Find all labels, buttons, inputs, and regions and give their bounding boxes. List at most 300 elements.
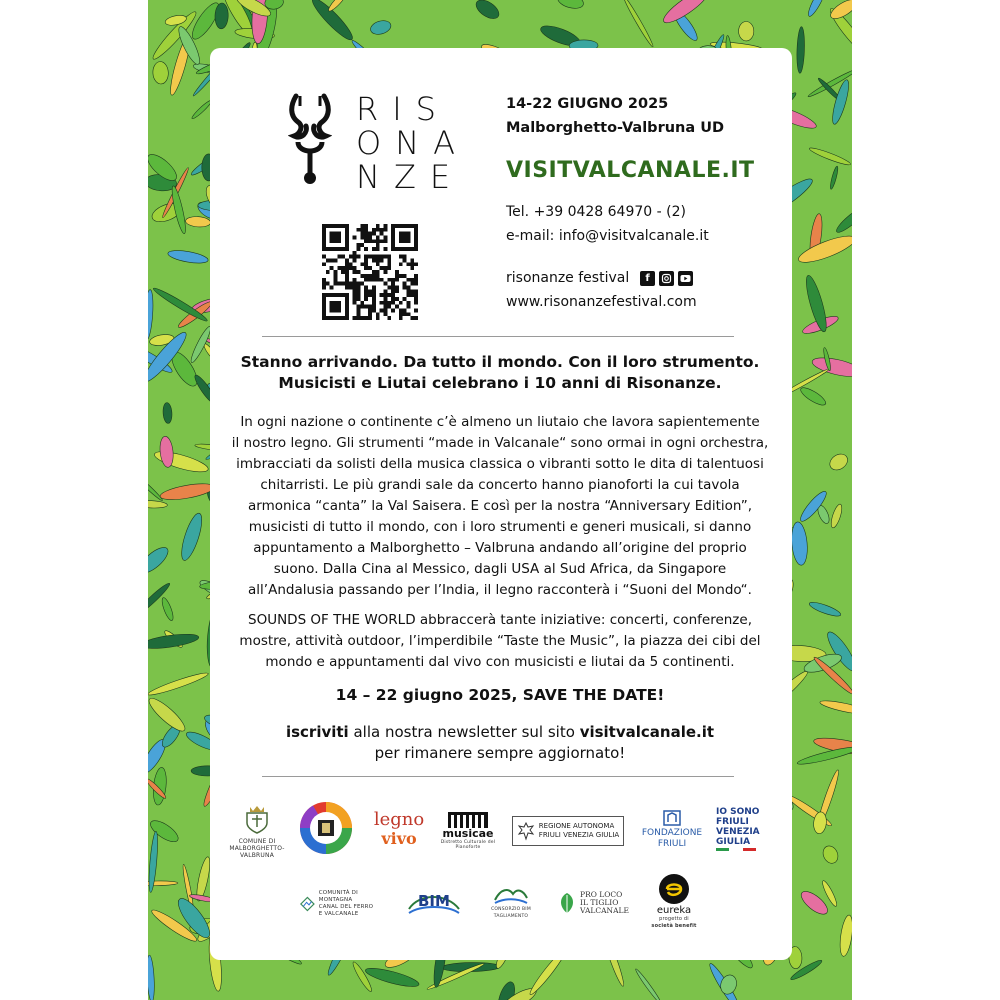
qr-module: [391, 285, 395, 289]
qr-module: [372, 232, 376, 236]
qr-module: [334, 232, 338, 236]
qr-module: [364, 232, 368, 236]
qr-module: [345, 278, 349, 282]
qr-module: [337, 282, 341, 286]
festival-website-link[interactable]: www.risonanzefestival.com: [506, 294, 697, 310]
qr-module: [383, 289, 387, 293]
qr-module: [380, 228, 384, 232]
qr-module: [334, 316, 338, 320]
qr-module: [372, 259, 376, 263]
regione-line-1: REGIONE AUTONOMA: [538, 822, 615, 830]
qr-module: [364, 239, 368, 243]
qr-module: [322, 285, 326, 289]
qr-module: [380, 308, 384, 312]
qr-module: [337, 316, 341, 320]
facebook-icon[interactable]: f: [640, 271, 655, 286]
qr-module: [368, 266, 372, 270]
qr-module: [337, 236, 341, 240]
qr-module: [372, 297, 376, 301]
qr-module: [368, 232, 372, 236]
qr-module: [345, 243, 349, 247]
qr-module: [395, 297, 399, 301]
musicae-label: musicae: [442, 827, 494, 840]
qr-module: [380, 232, 384, 236]
qr-module: [391, 239, 395, 243]
qr-module: [360, 316, 364, 320]
divider-top: [262, 336, 734, 337]
qr-module: [406, 312, 410, 316]
qr-module: [334, 278, 338, 282]
qr-module: [376, 270, 380, 274]
qr-module: [395, 305, 399, 309]
qr-module: [322, 243, 326, 247]
sponsor-eureka: [646, 870, 702, 932]
sponsor-regione-fvg: [512, 816, 624, 846]
qr-module: [383, 282, 387, 286]
iosono-line-4: GIULIA: [716, 837, 751, 847]
visitvalcanale-link[interactable]: VISITVALCANALE.IT: [506, 158, 755, 183]
qr-module: [345, 285, 349, 289]
qr-module: [345, 312, 349, 316]
qr-module: [349, 262, 353, 266]
bim-label: BIM: [418, 892, 450, 910]
qr-module: [368, 316, 372, 320]
body-line: musicisti di tutto il mondo, con i loro strumenti e generi musicali, si danno: [248, 519, 752, 535]
qr-module: [357, 243, 361, 247]
comunita-line-2: CANAL DEL FERRO: [318, 904, 374, 910]
qr-module: [414, 236, 418, 240]
qr-code[interactable]: [322, 224, 418, 320]
qr-module: [368, 289, 372, 293]
qr-module: [345, 301, 349, 305]
qr-module: [349, 266, 353, 270]
qr-module: [364, 316, 368, 320]
qr-module: [395, 224, 399, 228]
qr-module: [364, 289, 368, 293]
instagram-icon[interactable]: [659, 271, 674, 286]
qr-module: [403, 232, 407, 236]
qr-module: [330, 239, 334, 243]
qr-module: [353, 278, 357, 282]
qr-module: [383, 305, 387, 309]
qr-module: [383, 228, 387, 232]
body-line: suono. Dalla Cina al Messico, dagli USA al Sud Africa, da Singapore: [273, 561, 727, 577]
qr-module: [399, 316, 403, 320]
qr-module: [383, 293, 387, 297]
qr-module: [334, 259, 338, 263]
iosono-line-2: FRIULI: [716, 817, 749, 827]
qr-module: [368, 308, 372, 312]
qr-module: [395, 270, 399, 274]
qr-module: [376, 278, 380, 282]
comunita-line-1: COMUNITÀ DI MONTAGNA: [318, 890, 358, 903]
qr-module: [383, 239, 387, 243]
qr-module: [337, 255, 341, 259]
body-paragraph-1: [230, 412, 770, 601]
qr-module: [414, 297, 418, 301]
phone-number: Tel. +39 0428 64970 - (2): [506, 204, 686, 220]
vivo-word: vivo: [381, 829, 417, 848]
qr-module: [414, 278, 418, 282]
youtube-icon[interactable]: [678, 271, 693, 286]
qr-module: [364, 255, 368, 259]
qr-module: [345, 293, 349, 297]
fondazione-line-1: FONDAZIONE: [641, 828, 703, 838]
qr-module: [399, 301, 403, 305]
social-icons: [640, 271, 693, 286]
qr-module: [376, 243, 380, 247]
qr-module: [360, 274, 364, 278]
divider-bottom: [262, 776, 734, 777]
qr-module: [387, 316, 391, 320]
qr-module: [406, 301, 410, 305]
qr-module: [414, 228, 418, 232]
qr-module: [391, 282, 395, 286]
qr-module: [391, 289, 395, 293]
qr-module: [387, 293, 391, 297]
qr-module: [364, 285, 368, 289]
qr-module: [364, 305, 368, 309]
sponsor-musicae: [440, 808, 496, 854]
qr-module: [353, 297, 357, 301]
qr-module: [376, 255, 380, 259]
qr-module: [353, 293, 357, 297]
qr-module: [403, 297, 407, 301]
qr-module: [322, 297, 326, 301]
qr-module: [368, 236, 372, 240]
qr-module: [376, 312, 380, 316]
qr-module: [376, 259, 380, 263]
qr-module: [410, 293, 414, 297]
risonanze-logo-mark: [288, 92, 332, 188]
qr-module: [368, 239, 372, 243]
qr-module: [368, 312, 372, 316]
newsletter-callout: [230, 722, 770, 764]
iosono-line-1: IO SONO: [716, 807, 760, 817]
qr-module: [387, 259, 391, 263]
body-line: all’Andalusia passando per l’India, il legno racconterà i “Suoni del Mondo“.: [248, 582, 752, 598]
qr-module: [330, 224, 334, 228]
qr-module: [345, 239, 349, 243]
qr-module: [414, 232, 418, 236]
tiglio-leaf-icon: [557, 891, 577, 915]
qr-module: [380, 259, 384, 263]
qr-module: [357, 247, 361, 251]
sponsor-comunita-montagna: [300, 886, 380, 922]
qr-module: [406, 278, 410, 282]
qr-module: [399, 236, 403, 240]
newsletter-line-2: per rimanere sempre aggiornato!: [374, 744, 626, 762]
qr-module: [364, 236, 368, 240]
qr-module: [357, 289, 361, 293]
qr-module: [391, 297, 395, 301]
qr-module: [399, 239, 403, 243]
qr-module: [383, 308, 387, 312]
qr-module: [330, 301, 334, 305]
qr-module: [345, 274, 349, 278]
qr-module: [372, 301, 376, 305]
qr-module: [360, 243, 364, 247]
qr-module: [334, 305, 338, 309]
qr-module: [410, 289, 414, 293]
qr-module: [353, 282, 357, 286]
qr-module: [380, 293, 384, 297]
qr-module: [322, 305, 326, 309]
qr-module: [322, 282, 326, 286]
qr-module: [387, 305, 391, 309]
qr-module: [410, 259, 414, 263]
qr-module: [403, 239, 407, 243]
qr-module: [406, 305, 410, 309]
qr-module: [372, 308, 376, 312]
qr-module: [357, 285, 361, 289]
qr-module: [345, 297, 349, 301]
legno-word: legno: [373, 809, 425, 830]
qr-module: [414, 308, 418, 312]
qr-module: [372, 305, 376, 309]
email-address[interactable]: e-mail: info@visitvalcanale.it: [506, 228, 709, 244]
qr-module: [399, 262, 403, 266]
qr-module: [322, 239, 326, 243]
qr-module: [410, 266, 414, 270]
eagle-icon: [517, 821, 535, 841]
sponsor-fondazione-friuli: [640, 806, 704, 854]
qr-module: [414, 316, 418, 320]
qr-module: [322, 312, 326, 316]
qr-module: [399, 312, 403, 316]
qr-module: [414, 224, 418, 228]
qr-module: [357, 293, 361, 297]
sponsor-io-sono-fvg: [716, 804, 776, 854]
qr-module: [353, 301, 357, 305]
qr-module: [322, 301, 326, 305]
body-line: il nostro legno. Gli strumenti “made in Valcanale“ sono ormai in ogni orchestra,: [231, 435, 769, 451]
qr-module: [406, 224, 410, 228]
qr-module: [353, 285, 357, 289]
qr-module: [345, 236, 349, 240]
body-line: In ogni nazione o continente c’è almeno un liutaio che lavora sapientemente: [240, 414, 760, 430]
qr-module: [387, 262, 391, 266]
newsletter-line-1: [230, 722, 770, 743]
qr-module: [403, 236, 407, 240]
logo-text-row-3: NZE: [356, 158, 465, 196]
iosono-line-3: VENEZIA: [716, 827, 760, 837]
qr-module: [326, 247, 330, 251]
qr-module: [322, 278, 326, 282]
event-location: Malborghetto-Valbruna UD: [506, 120, 725, 136]
qr-module: [353, 255, 357, 259]
qr-module: [364, 278, 368, 282]
qr-module: [334, 301, 338, 305]
qr-module: [399, 255, 403, 259]
qr-module: [364, 228, 368, 232]
qr-module: [399, 224, 403, 228]
qr-module: [383, 266, 387, 270]
qr-module: [345, 262, 349, 266]
qr-module: [372, 278, 376, 282]
qr-module: [410, 282, 414, 286]
regione-line-2: FRIULI VENEZIA GIULIA: [538, 831, 620, 839]
qr-module: [372, 247, 376, 251]
qr-module: [345, 270, 349, 274]
sponsor-consorzio-bim: [480, 884, 542, 920]
newsletter-site-link[interactable]: visitvalcanale.it: [579, 723, 715, 741]
qr-module: [360, 232, 364, 236]
qr-module: [337, 239, 341, 243]
qr-module: [334, 247, 338, 251]
qr-module: [414, 293, 418, 297]
qr-module: [414, 282, 418, 286]
qr-module: [410, 224, 414, 228]
fondazione-emblem-icon: [663, 810, 681, 826]
qr-module: [357, 228, 361, 232]
qr-module: [395, 289, 399, 293]
qr-module: [322, 228, 326, 232]
qr-module: [376, 274, 380, 278]
event-dates: 14-22 GIUGNO 2025: [506, 96, 669, 112]
qr-module: [410, 316, 414, 320]
qr-module: [322, 247, 326, 251]
save-the-date: 14 – 22 giugno 2025, SAVE THE DATE!: [335, 686, 665, 704]
qr-module: [326, 270, 330, 274]
qr-module: [345, 266, 349, 270]
qr-module: [334, 270, 338, 274]
qr-module: [383, 236, 387, 240]
qr-module: [330, 259, 334, 263]
qr-module: [410, 278, 414, 282]
qr-module: [372, 239, 376, 243]
qr-module: [387, 278, 391, 282]
qr-module: [406, 236, 410, 240]
qr-module: [372, 270, 376, 274]
body-line: chitarristi. Le più grandi sale da concerto hanno pianoforti la cui tavola: [260, 477, 740, 493]
qr-module: [387, 301, 391, 305]
qr-module: [341, 316, 345, 320]
qr-module: [360, 262, 364, 266]
qr-module: [380, 266, 384, 270]
qr-module: [368, 305, 372, 309]
qr-module: [357, 312, 361, 316]
eureka-logo-icon: [658, 873, 690, 905]
qr-module: [383, 224, 387, 228]
piano-keys-icon: [448, 812, 488, 828]
qr-module: [406, 293, 410, 297]
qr-module: [410, 247, 414, 251]
body-line: SOUNDS OF THE WORLD abbraccerà tante iniziative: concerti, conferenze,: [248, 612, 752, 628]
qr-module: [414, 262, 418, 266]
river-mountain-icon: [491, 884, 531, 906]
qr-module: [403, 224, 407, 228]
headline-line-2: Musicisti e Liutai celebrano i 10 anni di Risonanze.: [278, 374, 722, 392]
musicae-sub: Distretto Culturale del Pianoforte: [440, 840, 496, 850]
qr-module: [406, 285, 410, 289]
qr-module: [322, 262, 326, 266]
qr-module: [357, 270, 361, 274]
qr-module: [353, 270, 357, 274]
body-paragraph-2: [230, 610, 770, 673]
qr-module: [337, 301, 341, 305]
qr-module: [360, 224, 364, 228]
qr-module: [376, 236, 380, 240]
qr-module: [357, 316, 361, 320]
qr-module: [391, 308, 395, 312]
qr-module: [337, 305, 341, 309]
qr-module: [330, 266, 334, 270]
qr-module: [345, 316, 349, 320]
qr-module: [353, 316, 357, 320]
qr-module: [337, 266, 341, 270]
qr-module: [395, 247, 399, 251]
qr-module: [337, 308, 341, 312]
qr-module: [353, 251, 357, 255]
qr-module: [399, 247, 403, 251]
qr-module: [391, 236, 395, 240]
qr-module: [334, 224, 338, 228]
regione-text: [539, 822, 619, 840]
qr-module: [334, 308, 338, 312]
qr-module: [376, 247, 380, 251]
newsletter-cta[interactable]: iscriviti: [285, 723, 349, 741]
qr-module: [376, 316, 380, 320]
qr-module: [345, 232, 349, 236]
qr-module: [399, 232, 403, 236]
qr-module: [372, 285, 376, 289]
qr-module: [349, 282, 353, 286]
qr-module: [368, 274, 372, 278]
qr-module: [330, 305, 334, 309]
qr-module: [364, 262, 368, 266]
qr-module: [357, 282, 361, 286]
logo-text-row-1: RIS: [356, 90, 450, 128]
qr-module: [383, 301, 387, 305]
qr-module: [403, 259, 407, 263]
qr-module: [391, 243, 395, 247]
qr-module: [395, 274, 399, 278]
sponsor-comune: [226, 804, 288, 860]
qr-module: [337, 232, 341, 236]
qr-module: [345, 247, 349, 251]
qr-module: [349, 285, 353, 289]
qr-module: [322, 224, 326, 228]
body-line: mostre, attività outdoor, l’imperdibile “Taste the Music”, la piazza dei cibi del: [239, 633, 761, 649]
qr-module: [330, 232, 334, 236]
fondazione-line-2: FRIULI: [657, 839, 687, 849]
qr-module: [326, 259, 330, 263]
qr-module: [360, 228, 364, 232]
qr-module: [372, 228, 376, 232]
qr-module: [341, 247, 345, 251]
eureka-sub-1: progetto di: [659, 915, 689, 922]
newsletter-text: alla nostra newsletter sul sito: [348, 723, 580, 741]
comunita-text: [319, 890, 380, 918]
qr-module: [341, 255, 345, 259]
qr-module: [360, 236, 364, 240]
qr-module: [364, 297, 368, 301]
qr-module: [403, 274, 407, 278]
body-line: appuntamento a Malborghetto – Valbruna andando all’origine del proprio: [253, 540, 747, 556]
qr-module: [337, 224, 341, 228]
qr-module: [380, 255, 384, 259]
qr-module: [403, 255, 407, 259]
sponsor-anniversary-wheel: [298, 800, 354, 856]
qr-module: [345, 308, 349, 312]
qr-module: [406, 239, 410, 243]
qr-module: [372, 293, 376, 297]
qr-module: [383, 270, 387, 274]
qr-module: [395, 278, 399, 282]
qr-module: [341, 282, 345, 286]
qr-module: [360, 301, 364, 305]
